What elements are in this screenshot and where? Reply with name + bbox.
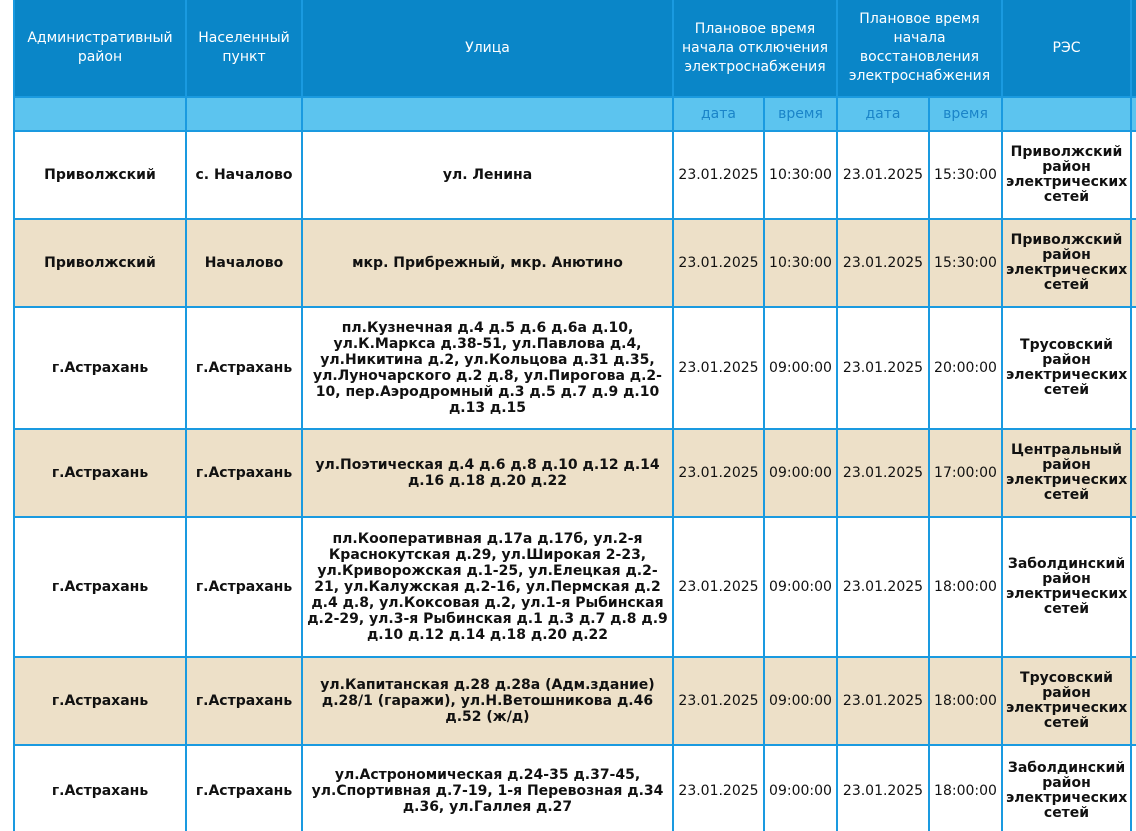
table-row — [14, 517, 1136, 657]
subheader-empty-5 — [1131, 97, 1136, 131]
cell-settlement: г.Астрахань — [186, 517, 302, 657]
header-res: РЭС — [1002, 0, 1131, 97]
subheader-empty-4 — [1002, 97, 1131, 131]
cell-off-time: 10:30:00 — [764, 131, 837, 219]
table-row — [14, 429, 1136, 517]
cell-off-date: 23.01.2025 — [673, 131, 764, 219]
cell-on-date: 23.01.2025 — [837, 307, 929, 429]
cell-settlement: г.Астрахань — [186, 429, 302, 517]
subheader-off-date: дата — [673, 97, 764, 131]
cell-res: Трусовский район электрических сетей — [1002, 657, 1131, 745]
cell-off-date: 23.01.2025 — [673, 657, 764, 745]
cell-extra — [1131, 219, 1136, 307]
table-row — [14, 745, 1136, 831]
cell-off-time: 10:30:00 — [764, 219, 837, 307]
cell-settlement: г.Астрахань — [186, 745, 302, 831]
header-settlement: Населенный пункт — [186, 0, 302, 97]
cell-off-time: 09:00:00 — [764, 657, 837, 745]
cell-district: Приволжский — [14, 131, 186, 219]
cell-street: пл.Кооперативная д.17а д.17б, ул.2-я Краснокутская д.29, ул.Широкая 2-23, ул.Криворожская д.1-25, ул.Елецкая д.2-21, ул.Калужская д.2-16, ул.Пермская д.2 д.4 д.8, ул.Коксовая д.2, ул.1-я Рыбинская д.2-29, ул.3-я Рыбинская д.1 д.3 д.7 д.8 д.9 д.10 д.12 д.14 д.18 д.20 д.22 — [302, 517, 673, 657]
cell-district: г.Астрахань — [14, 657, 186, 745]
cell-res: Заболдинский район электрических сетей — [1002, 517, 1131, 657]
cell-extra — [1131, 745, 1136, 831]
table-row — [14, 657, 1136, 745]
cell-settlement: г.Астрахань — [186, 657, 302, 745]
cell-on-time: 20:00:00 — [929, 307, 1002, 429]
cell-res: Приволжский район электрических сетей — [1002, 219, 1131, 307]
cell-district: г.Астрахань — [14, 307, 186, 429]
cell-on-date: 23.01.2025 — [837, 745, 929, 831]
cell-extra — [1131, 131, 1136, 219]
cell-res: Заболдинский район электрических сетей — [1002, 745, 1131, 831]
cell-on-date: 23.01.2025 — [837, 429, 929, 517]
cell-street: ул. Ленина — [302, 131, 673, 219]
cell-off-time: 09:00:00 — [764, 307, 837, 429]
cell-on-time: 15:30:00 — [929, 219, 1002, 307]
table-row — [14, 307, 1136, 429]
cell-res: Приволжский район электрических сетей — [1002, 131, 1131, 219]
subheader-empty-3 — [302, 97, 673, 131]
cell-street: ул.Астрономическая д.24-35 д.37-45, ул.Спортивная д.7-19, 1-я Перевозная д.34 д.36, ул.Галлея д.27 — [302, 745, 673, 831]
cell-settlement: с. Началово — [186, 131, 302, 219]
cell-off-time: 09:00:00 — [764, 517, 837, 657]
cell-off-time: 09:00:00 — [764, 745, 837, 831]
cell-on-date: 23.01.2025 — [837, 131, 929, 219]
cell-off-date: 23.01.2025 — [673, 307, 764, 429]
table-row — [14, 219, 1136, 307]
cell-street: мкр. Прибрежный, мкр. Анютино — [302, 219, 673, 307]
cell-extra — [1131, 307, 1136, 429]
cell-res: Трусовский район электрических сетей — [1002, 307, 1131, 429]
header-planned-off: Плановое время начала отключения электроснабжения — [673, 0, 837, 97]
cell-on-time: 15:30:00 — [929, 131, 1002, 219]
header-street: Улица — [302, 0, 673, 97]
cell-off-time: 09:00:00 — [764, 429, 837, 517]
cell-settlement: Началово — [186, 219, 302, 307]
subheader-on-date: дата — [837, 97, 929, 131]
cell-off-date: 23.01.2025 — [673, 745, 764, 831]
cell-on-time: 18:00:00 — [929, 517, 1002, 657]
subheader-on-time: время — [929, 97, 1002, 131]
cell-off-date: 23.01.2025 — [673, 517, 764, 657]
table-row — [14, 131, 1136, 219]
subheader-off-time: время — [764, 97, 837, 131]
cell-res: Центральный район электрических сетей — [1002, 429, 1131, 517]
cell-on-date: 23.01.2025 — [837, 517, 929, 657]
cell-on-time: 18:00:00 — [929, 657, 1002, 745]
cell-on-date: 23.01.2025 — [837, 657, 929, 745]
cell-off-date: 23.01.2025 — [673, 429, 764, 517]
cell-on-date: 23.01.2025 — [837, 219, 929, 307]
cell-street: ул.Капитанская д.28 д.28а (Адм.здание) д.28/1 (гаражи), ул.Н.Ветошникова д.46 д.52 (ж/д) — [302, 657, 673, 745]
cell-extra — [1131, 657, 1136, 745]
header-extra — [1131, 0, 1136, 97]
header-admin-district: Административный район — [14, 0, 186, 97]
subheader-empty-1 — [14, 97, 186, 131]
cell-district: г.Астрахань — [14, 429, 186, 517]
cell-extra — [1131, 429, 1136, 517]
cell-district: Приволжский — [14, 219, 186, 307]
cell-street: пл.Кузнечная д.4 д.5 д.6 д.6а д.10, ул.К.Маркса д.38-51, ул.Павлова д.4, ул.Никитина д.2, ул.Кольцова д.31 д.35, ул.Луночарского д.2 д.8, ул.Пирогова д.2-10, пер.Аэродромный д.3 д.5 д.7 д.9 д.10 д.13 д.15 — [302, 307, 673, 429]
outage-schedule-table — [13, 0, 1136, 831]
cell-off-date: 23.01.2025 — [673, 219, 764, 307]
cell-street: ул.Поэтическая д.4 д.6 д.8 д.10 д.12 д.14 д.16 д.18 д.20 д.22 — [302, 429, 673, 517]
cell-settlement: г.Астрахань — [186, 307, 302, 429]
subheader-empty-2 — [186, 97, 302, 131]
cell-district: г.Астрахань — [14, 517, 186, 657]
cell-extra — [1131, 517, 1136, 657]
cell-district: г.Астрахань — [14, 745, 186, 831]
header-planned-on: Плановое время начала восстановления электроснабжения — [837, 0, 1002, 97]
cell-on-time: 17:00:00 — [929, 429, 1002, 517]
cell-on-time: 18:00:00 — [929, 745, 1002, 831]
